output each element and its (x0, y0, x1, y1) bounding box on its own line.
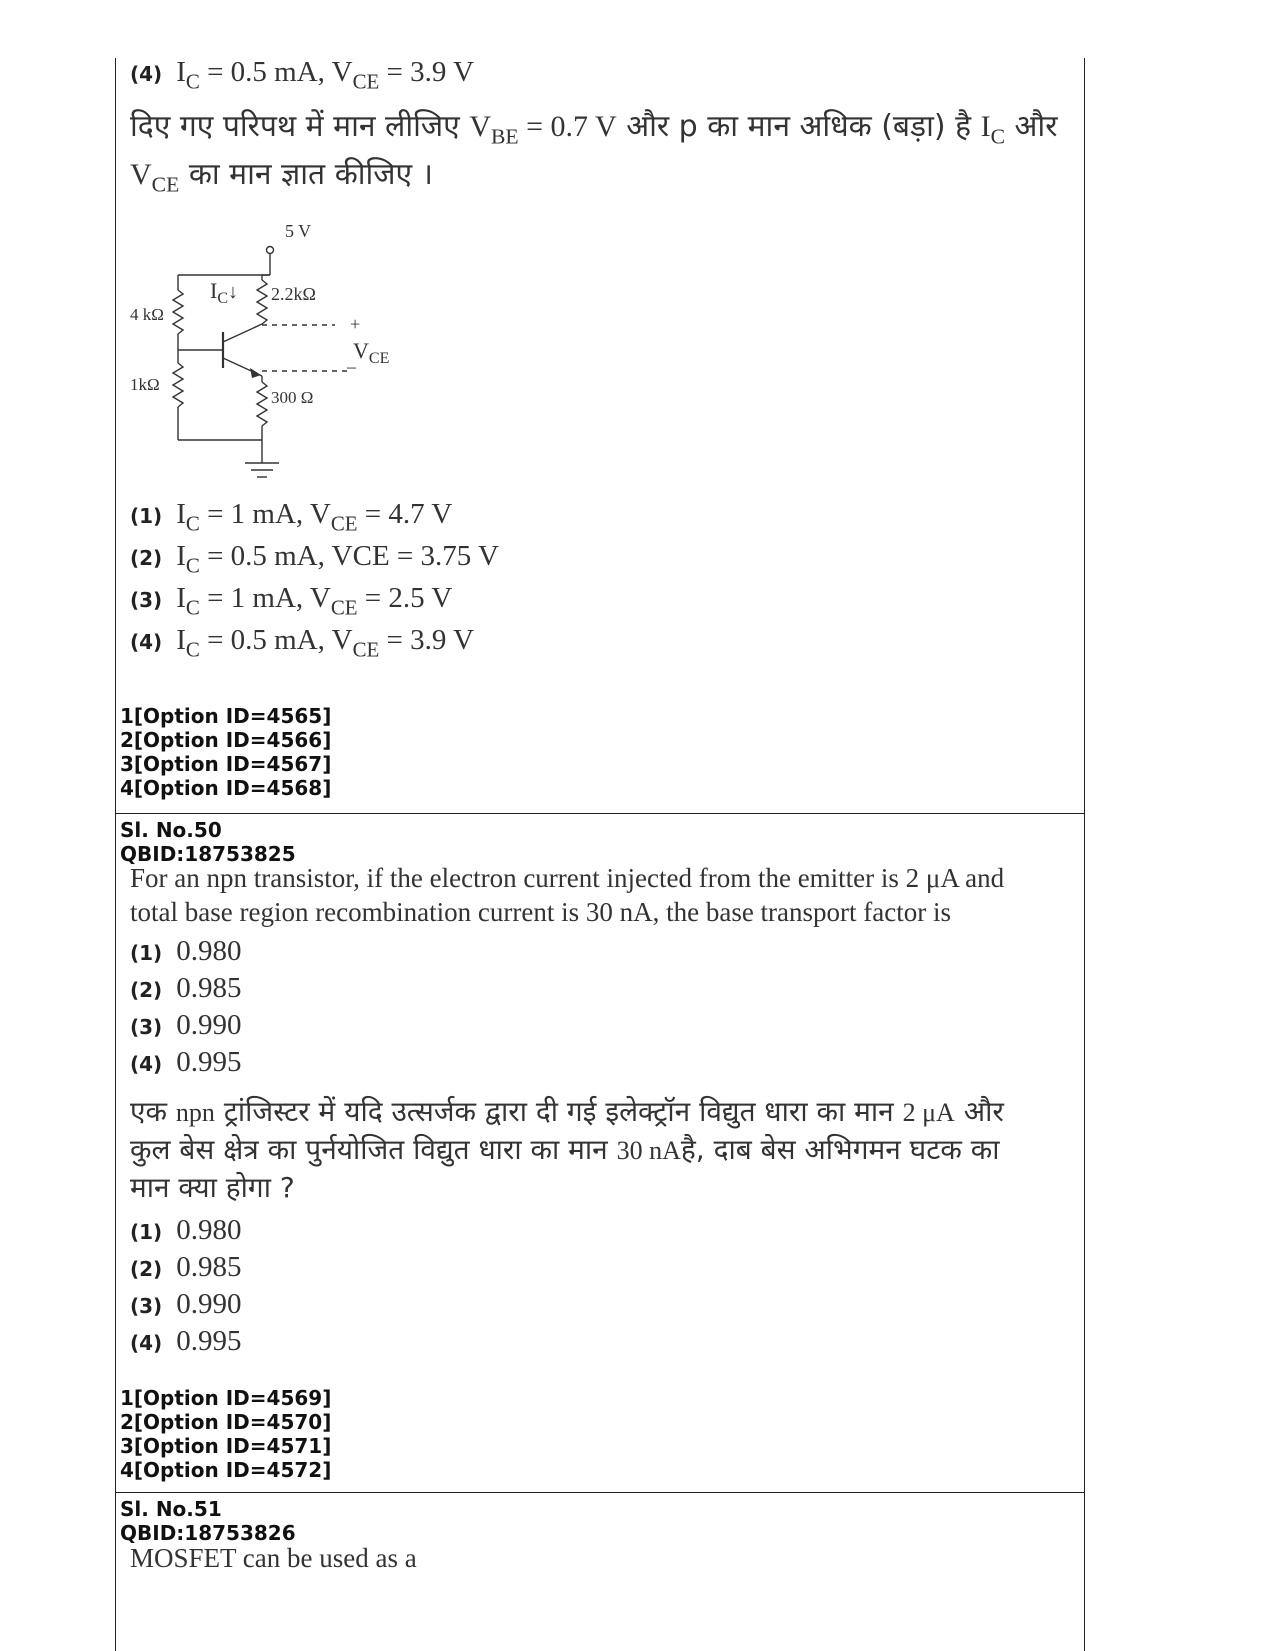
serial-number: Sl. No.50 (120, 818, 222, 842)
option-row: (1) 0.980 (130, 1214, 242, 1246)
question-text: For an npn transistor, if the electron current injected from the emitter is 2 μA and total base region recombination current is 30 nA, the base transport factor is (130, 863, 1005, 927)
question-header (120, 1497, 296, 1545)
divider-line (115, 1492, 1085, 1493)
hindi-question-line: कुल बेस क्षेत्र का पुर्नयोजित विद्युत धारा का मान 30 nAहै, दाब बेस अभिगमन घटक का (130, 1133, 1000, 1166)
qbid: QBID:18753826 (120, 1521, 296, 1545)
vce-label: $V_{CE}$ (353, 338, 390, 367)
option-row: (2) $I_C = 0.5$ mA, VCE = 3.75 V (130, 540, 499, 578)
option-row: (4) $I_C = 0.5$ mA, $V_{CE} = 3.9$ V (130, 56, 475, 94)
option-id-list: 1[Option ID=4569] 2[Option ID=4570] 3[Option ID=4571] 4[Option ID=4572] (120, 1386, 332, 1482)
qbid: QBID:18753825 (120, 842, 296, 866)
ic-label: $I_C↓$ (210, 278, 238, 307)
minus-sign: _ (347, 350, 356, 370)
supply-label: 5 V (285, 221, 312, 241)
option-row: (4) 0.995 (130, 1325, 242, 1357)
option-row: (2) 0.985 (130, 972, 242, 1004)
option-row: (1) $I_C = 1$ mA, $V_{CE} = 4.7$ V (130, 498, 453, 536)
option-row: (4) $I_C = 0.5$ mA, $V_{CE} = 3.9$ V (130, 624, 475, 662)
r-base-bottom-label: 1kΩ (130, 375, 160, 394)
resistor-4k (173, 290, 183, 334)
divider-line (115, 813, 1085, 814)
hindi-question-stem-line2: $V_{CE}$ का मान ज्ञात कीजिए । (130, 157, 434, 197)
serial-number: Sl. No.51 (120, 1497, 222, 1521)
r-emitter-label: 300 Ω (271, 388, 314, 407)
resistor-1k (173, 363, 183, 407)
vce-value: 3.9 V (410, 56, 475, 88)
plus-sign: + (350, 314, 361, 334)
option-row: (2) 0.985 (130, 1251, 242, 1283)
hindi-question-line: मान क्या होगा ? (130, 1171, 295, 1204)
transistor-circuit-diagram (125, 220, 415, 520)
option-id-list: 1[Option ID=4565] 2[Option ID=4566] 3[Option ID=4567] 4[Option ID=4568] (120, 704, 332, 800)
ic-value: 0.5 mA (230, 56, 318, 88)
hindi-question-line: एक npn ट्रांजिस्टर में यदि उत्सर्जक द्वारा दी गई इलेक्ट्रॉन विद्युत धारा का मान 2 μA और (130, 1095, 1004, 1128)
option-row: (1) 0.980 (130, 935, 242, 967)
supply-terminal (267, 247, 274, 254)
option-row: (4) 0.995 (130, 1046, 242, 1078)
question-header (120, 818, 296, 866)
hindi-question-stem-line1: दिए गए परिपथ में मान लीजिए $V_{BE} = 0.7$ V और p का मान अधिक (बड़ा) है $I_C$ और (130, 109, 1058, 149)
option-row: (3) $I_C = 1$ mA, $V_{CE} = 2.5$ V (130, 582, 453, 620)
resistor-300 (257, 382, 267, 426)
option-row: (3) 0.990 (130, 1288, 242, 1320)
resistor-2k2 (257, 280, 267, 324)
r-base-top-label: 4 kΩ (130, 305, 164, 324)
option-row: (3) 0.990 (130, 1009, 242, 1041)
r-collector-label: 2.2kΩ (271, 284, 316, 304)
question-text: MOSFET can be used as a (130, 1543, 417, 1573)
